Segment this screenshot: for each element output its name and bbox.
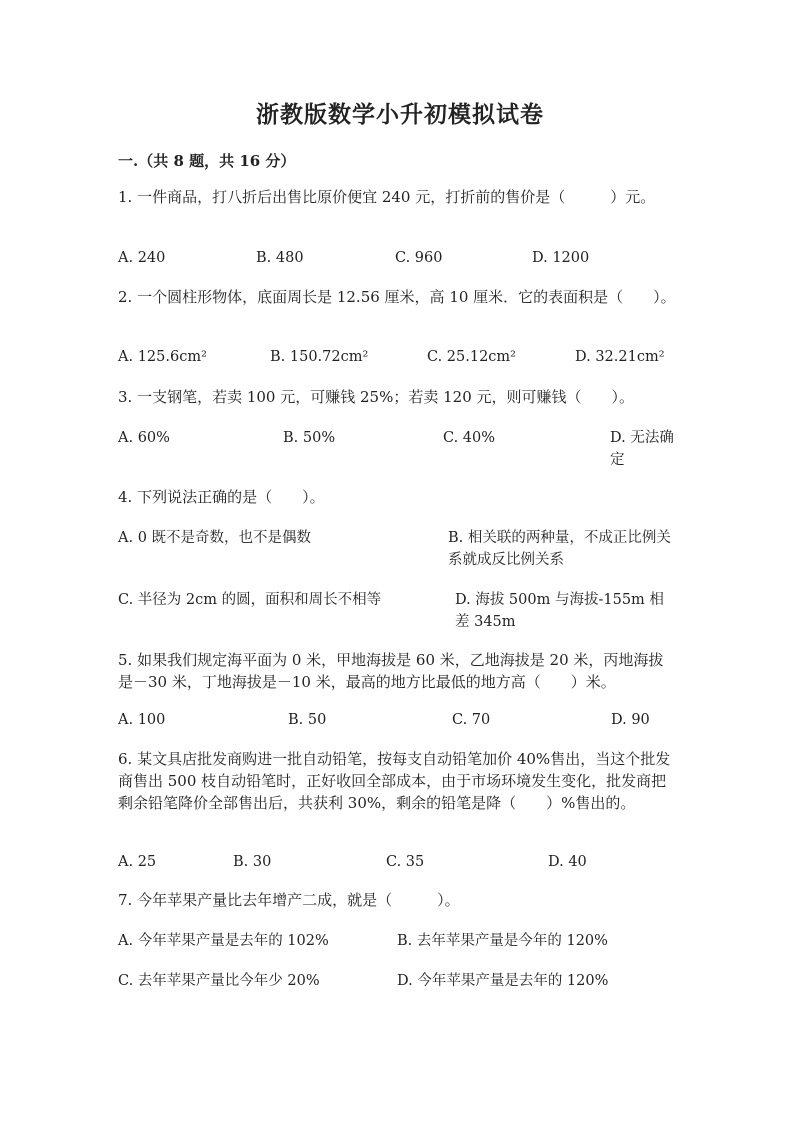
q3-option-d: D. 无法确定 <box>610 430 674 468</box>
q5-option-b: B. 50 <box>288 712 327 728</box>
q6-option-c: C. 35 <box>386 854 425 870</box>
q2-option-c: C. 25.12cm² <box>427 349 516 365</box>
q7-option-d: D. 今年苹果产量是去年的 120% <box>397 973 609 989</box>
q4-option-d: D. 海拔 500m 与海拔-155m 相差 345m <box>455 592 664 630</box>
question-6: 6. 某文具店批发商购进一批自动铅笔，按每支自动铅笔加价 40%售出，当这个批发商售出 500 枝自动铅笔时，正好收回全部成本，由于市场环境发生变化，批发商把剩余铅笔降价全部售出后，共获利 30%，剩余的铅笔是降（ ）%售出的。 <box>118 750 671 812</box>
q3-option-a: A. 60% <box>118 430 170 446</box>
q5-option-c: C. 70 <box>452 712 491 728</box>
q3-option-b: B. 50% <box>283 430 336 446</box>
q6-option-a: A. 25 <box>118 854 157 870</box>
q1-option-b: B. 480 <box>256 250 304 266</box>
q7-option-a: A. 今年苹果产量是去年的 102% <box>118 933 329 949</box>
question-3: 3. 一支钢笔，若卖 100 元，可赚钱 25%；若卖 120 元，则可赚钱（ ）。 <box>118 388 635 406</box>
page-title: 浙教版数学小升初模拟试卷 <box>256 101 544 128</box>
question-7: 7. 今年苹果产量比去年增产二成，就是（ ）。 <box>118 891 460 909</box>
q4-option-c: C. 半径为 2cm 的圆，面积和周长不相等 <box>118 592 382 608</box>
q5-option-a: A. 100 <box>118 712 166 728</box>
q2-option-a: A. 125.6cm² <box>118 349 207 365</box>
q4-option-b: B. 相关联的两种量，不成正比例关系就成反比例关系 <box>448 530 671 568</box>
q4-option-a: A. 0 既不是奇数，也不是偶数 <box>118 530 312 546</box>
q7-option-c: C. 去年苹果产量比今年少 20% <box>118 973 320 989</box>
q1-option-d: D. 1200 <box>532 250 590 266</box>
q2-option-b: B. 150.72cm² <box>270 349 369 365</box>
section-heading: 一.（共 8 题，共 16 分） <box>118 152 296 170</box>
q6-option-b: B. 30 <box>233 854 272 870</box>
q2-option-d: D. 32.21cm² <box>575 349 665 365</box>
question-2: 2. 一个圆柱形物体，底面周长是 12.56 厘米，高 10 厘米．它的表面积是（ ）。 <box>118 288 676 306</box>
question-5: 5. 如果我们规定海平面为 0 米，甲地海拔是 60 米，乙地海拔是 20 米，丙地海拔是－30 米，丁地海拔是－10 米，最高的地方比最低的地方高（ ）米。 <box>118 651 664 691</box>
question-1: 1. 一件商品，打八折后出售比原价便宜 240 元，打折前的售价是（ ）元。 <box>118 188 656 206</box>
q3-option-c: C. 40% <box>443 430 496 446</box>
q5-option-d: D. 90 <box>611 712 650 728</box>
question-4: 4. 下列说法正确的是（ ）。 <box>118 488 325 506</box>
q1-option-a: A. 240 <box>118 250 166 266</box>
q6-option-d: D. 40 <box>548 854 587 870</box>
q1-option-c: C. 960 <box>395 250 443 266</box>
q7-option-b: B. 去年苹果产量是今年的 120% <box>397 933 608 949</box>
